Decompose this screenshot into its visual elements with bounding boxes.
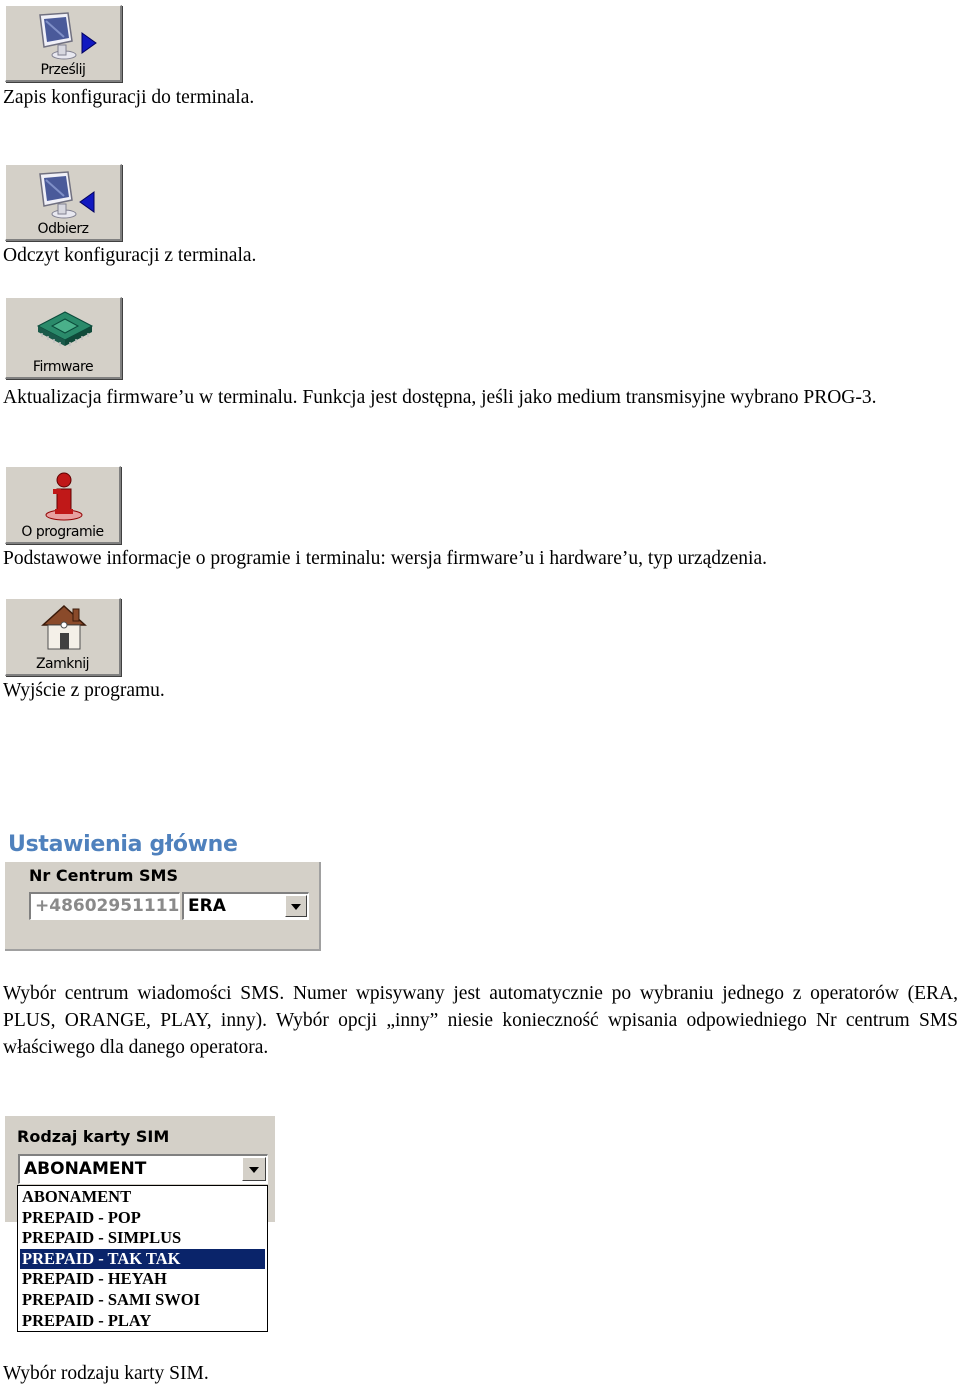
sim-option[interactable]: PREPAID - HEYAH (22, 1269, 167, 1289)
receive-label: Odbierz (37, 221, 89, 237)
operator-dropdown-arrow-icon[interactable] (285, 895, 307, 917)
section-heading: Ustawienia główne (8, 832, 238, 857)
sim-option[interactable]: ABONAMENT (22, 1187, 132, 1206)
sim-type-description: Wybór rodzaju karty SIM. (3, 1363, 209, 1384)
close-description: Wyjście z programu. (3, 680, 165, 701)
sim-option-highlighted[interactable]: PREPAID - TAK TAK (20, 1249, 265, 1270)
sim-type-dropdown-list (17, 1185, 268, 1332)
house-icon (40, 603, 88, 653)
close-label: Zamknij (35, 656, 90, 672)
receive-button[interactable] (5, 164, 122, 241)
sms-center-label: Nr Centrum SMS (29, 866, 178, 885)
sms-center-number-field[interactable] (29, 892, 180, 920)
sim-type-selected-value: ABONAMENT (24, 1159, 147, 1179)
monitor-receive-icon (34, 170, 100, 222)
send-button[interactable] (5, 5, 122, 82)
send-description: Zapis konfiguracji do terminala. (3, 87, 255, 108)
close-button[interactable] (5, 598, 121, 676)
sim-option[interactable]: PREPAID - SIMPLUS (22, 1228, 182, 1248)
firmware-label: Firmware (32, 359, 94, 375)
about-button[interactable] (5, 466, 121, 544)
receive-description: Odczyt konfiguracji z terminala. (3, 245, 257, 266)
firmware-button[interactable] (5, 297, 122, 379)
sms-center-panel (5, 862, 321, 951)
info-icon (42, 471, 86, 523)
sms-center-description: Wybór centrum wiadomości SMS. Numer wpisywany jest automatycznie po wybraniu jednego z operatorów (ERA, PLUS, ORANGE, PLAY, inny). Wybór opcji „inny” niesie konieczność wpisania odpowiedniego Nr centrum SMS właściwego dla danego operatora. (3, 983, 958, 1058)
sim-option[interactable]: PREPAID - SAMI SWOI (22, 1290, 200, 1309)
firmware-description: Aktualizacja firmware’u w terminalu. Funkcja jest dostępna, jeśli jako medium transmisyjne wybrano PROG-3. (3, 387, 877, 408)
sim-option[interactable]: PREPAID - PLAY (22, 1310, 152, 1330)
sim-type-label: Rodzaj karty SIM (17, 1127, 170, 1146)
sim-type-select[interactable] (18, 1154, 268, 1184)
sim-type-dropdown-arrow-icon[interactable] (242, 1157, 266, 1181)
sms-center-number-value: +48602951111 (35, 896, 180, 916)
sim-option[interactable]: PREPAID - POP (22, 1207, 141, 1227)
about-label: O programie (21, 524, 104, 540)
about-description: Podstawowe informacje o programie i terminalu: wersja firmware’u i hardware’u, typ urządzenia. (3, 548, 767, 569)
operator-selected-value: ERA (188, 896, 226, 916)
chip-icon (36, 310, 94, 350)
monitor-send-icon (34, 11, 100, 63)
operator-select[interactable] (182, 892, 309, 920)
send-label: Prześlij (40, 62, 86, 78)
